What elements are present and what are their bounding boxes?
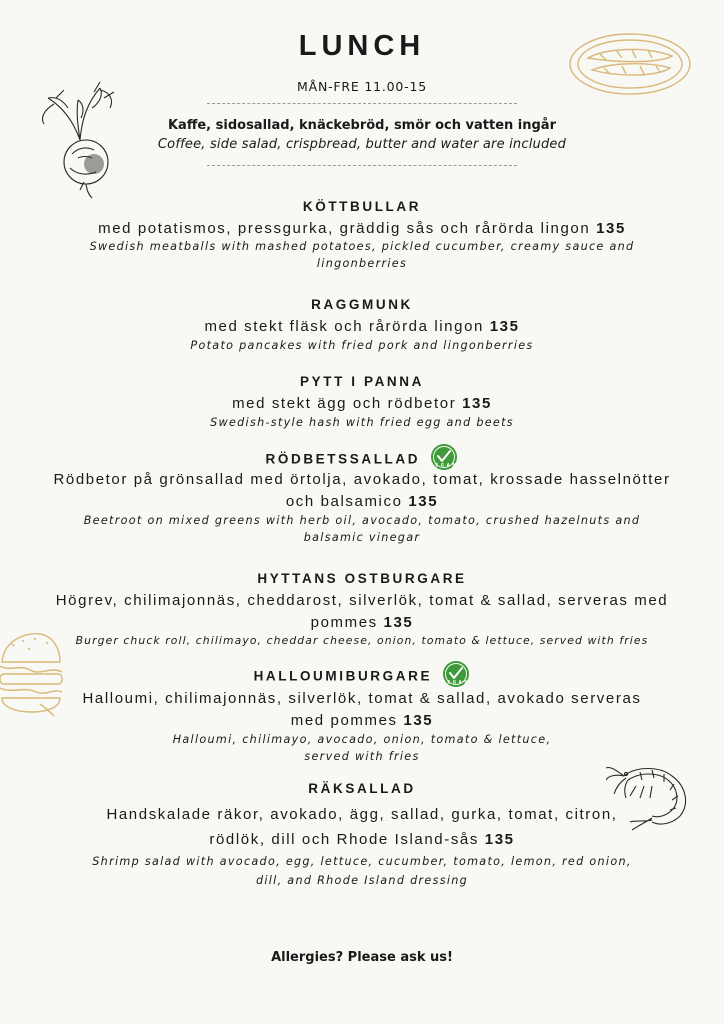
dish-description-sv <box>0 393 724 415</box>
dish-description-en: Burger chuck roll, chilimayo, cheddar cheese, onion, tomato & lettuce, served with fries <box>75 634 649 647</box>
dish-price: 135 <box>408 493 439 510</box>
dish-text: Halloumi, chilimajonnäs, silverlök, tomat & sallad, avokado serveras med pommes <box>82 690 642 729</box>
dish-price: 135 <box>596 220 626 237</box>
dish-name: KÖTTBULLAR <box>302 199 422 214</box>
divider-bottom <box>207 165 517 166</box>
vegan-badge-label: VEGAN <box>430 462 459 468</box>
dish-price: 135 <box>484 831 515 848</box>
dish-name: RAGGMUNK <box>311 297 413 312</box>
dish-text: med potatismos, pressgurka, gräddig sås och rårörda lingon <box>98 220 591 237</box>
vegan-badge-icon <box>442 660 470 688</box>
dish-name-with-badge <box>0 663 724 691</box>
dish-description-en: Swedish-style hash with fried egg and beets <box>210 416 514 429</box>
opening-hours: MÅN-FRE 11.00-15 <box>297 79 427 94</box>
dish-description-sv <box>82 802 642 852</box>
page-title: LUNCH <box>298 30 426 62</box>
included-swedish: Kaffe, sidosallad, knäckebröd, smör och vatten ingår <box>167 118 556 133</box>
dish-description-en: Swedish meatballs with mashed potatoes, pickled cucumber, creamy sauce and lingonberries <box>89 240 635 270</box>
dish-text: Högrev, chilimajonnäs, cheddarost, silverlök, tomat & sallad, serveras med pommes <box>55 592 669 631</box>
dish-name: HALLOUMIBURGARE <box>253 668 433 684</box>
dish-name: HYTTANS OSTBURGARE <box>257 571 467 586</box>
dish-price: 135 <box>489 318 520 335</box>
divider-top <box>207 103 517 104</box>
vegan-badge-icon <box>430 443 458 471</box>
vegan-badge-label: VEGAN <box>442 679 471 685</box>
dish-price: 135 <box>462 395 492 412</box>
dish-text: med stekt ägg och rödbetor <box>232 395 457 412</box>
dish-text: Handskalade räkor, avokado, ägg, sallad, gurka, tomat, citron, rödlök, dill och Rhode Island-sås <box>106 806 618 848</box>
dish-price: 135 <box>403 712 434 729</box>
dish-price: 135 <box>383 614 414 631</box>
dish-description-sv <box>72 688 652 732</box>
dish-name: RÖDBETSSALLAD <box>265 451 421 467</box>
allergies-note: Allergies? Please ask us! <box>271 950 453 965</box>
dish-text: Rödbetor på grönsallad med örtolja, avokado, tomat, krossade hasselnötter och balsamico <box>53 471 671 510</box>
dish-description-en: Shrimp salad with avocado, egg, lettuce, cucumber, tomato, lemon, red onion, dill, and Rhode Island dressing <box>92 855 632 887</box>
dish-description-sv <box>52 590 672 634</box>
dish-name: RÄKSALLAD <box>308 781 416 796</box>
dish-description-sv <box>0 218 724 240</box>
dish-description-sv <box>52 469 672 513</box>
dish-text: med stekt fläsk och rårörda lingon <box>204 318 484 335</box>
dish-description-en: Halloumi, chilimayo, avocado, onion, tomato & lettuce, served with fries <box>172 733 552 763</box>
dish-description-en: Beetroot on mixed greens with herb oil, avocado, tomato, crushed hazelnuts and balsamic vinegar <box>83 514 641 544</box>
included-english: Coffee, side salad, crispbread, butter and water are included <box>157 137 567 152</box>
dish-description-en: Potato pancakes with fried pork and lingonberries <box>190 339 534 352</box>
dish-description-sv <box>0 316 724 338</box>
dish-name: PYTT I PANNA <box>300 374 424 389</box>
